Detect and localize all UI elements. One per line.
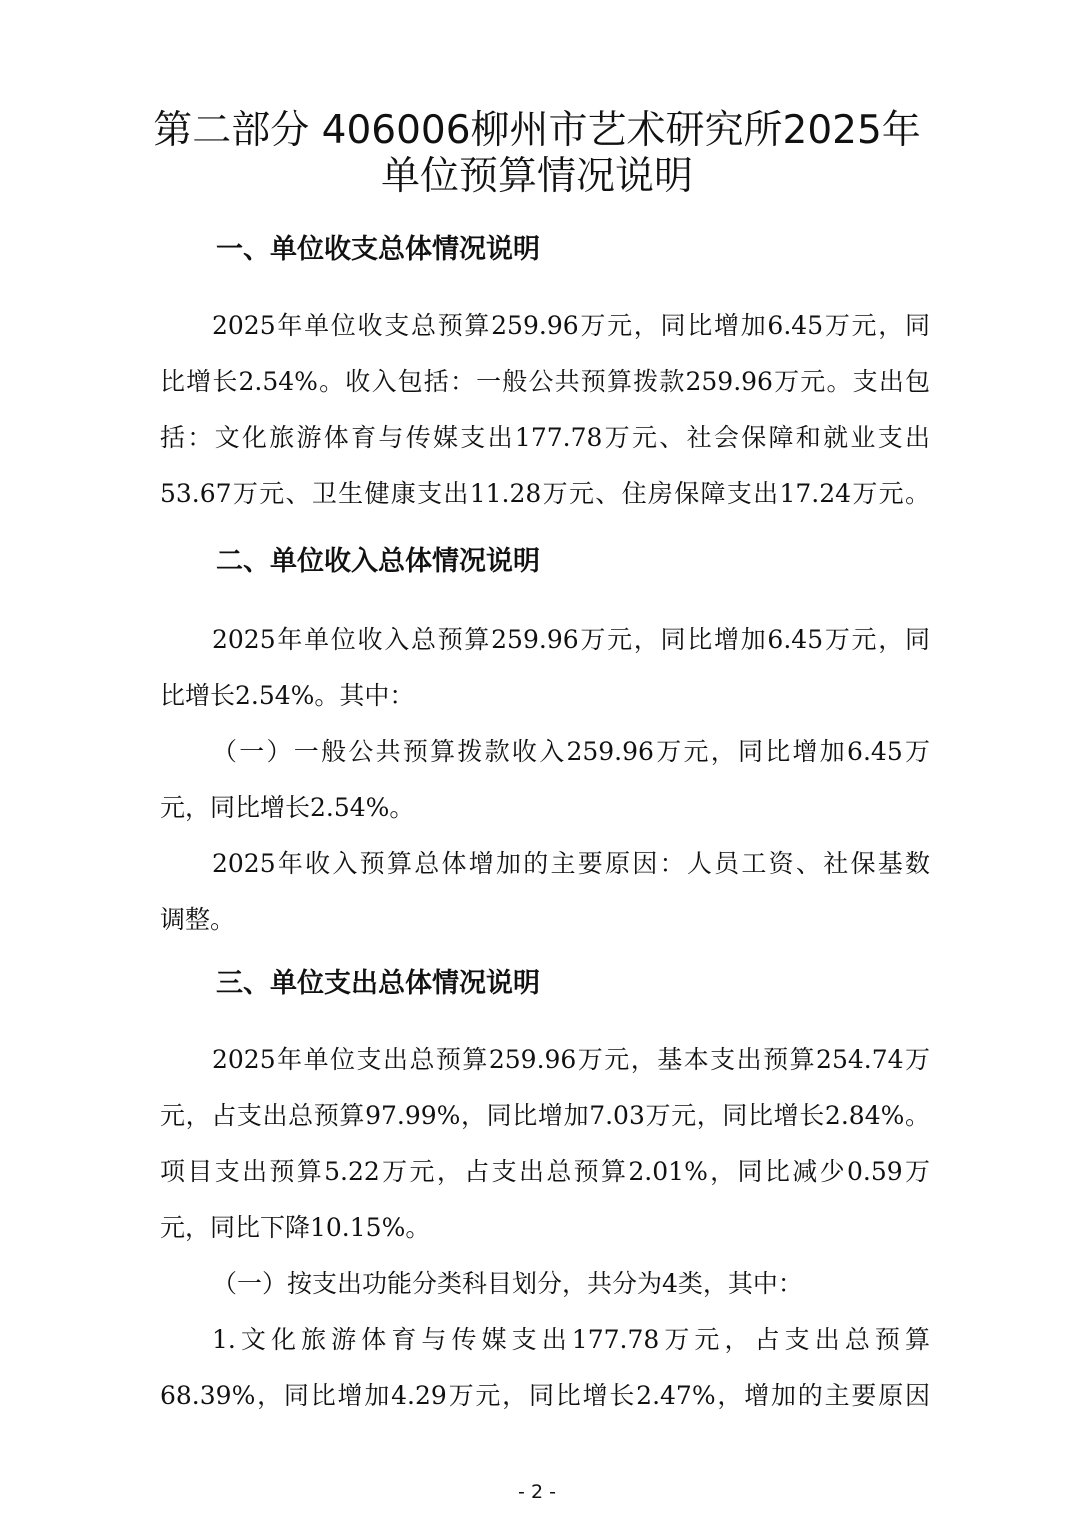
section-heading-1: 一、单位收支总体情况说明 bbox=[216, 234, 540, 265]
text-line: 调整。 bbox=[160, 905, 236, 934]
text-line: 2025年单位支出总预算259.96万元，基本支出预算254.74万 bbox=[212, 1045, 930, 1074]
text-line: 比增长2.54%。收入包括：一般公共预算拨款259.96万元。支出包 bbox=[160, 367, 930, 396]
text-line: 53.67万元、卫生健康支出11.28万元、住房保障支出17.24万元。 bbox=[160, 479, 930, 508]
text-line: 项目支出预算5.22万元，占支出总预算2.01%，同比减少0.59万 bbox=[160, 1157, 930, 1186]
text-line: 元，同比增长2.54%。 bbox=[160, 793, 415, 822]
page-number: - 2 - bbox=[518, 1481, 556, 1503]
text-line: 元，占支出总预算97.99%，同比增加7.03万元，同比增长2.84%。 bbox=[160, 1101, 930, 1130]
document-title-line-1: 第二部分 406006柳州市艺术研究所2025年 bbox=[153, 108, 921, 153]
text-line: 1.文化旅游体育与传媒支出177.78万元，占支出总预算 bbox=[212, 1325, 930, 1354]
text-line: 元，同比下降10.15%。 bbox=[160, 1213, 431, 1242]
text-line: 2025年单位收支总预算259.96万元，同比增加6.45万元，同 bbox=[212, 311, 930, 340]
document-title-line-2: 单位预算情况说明 bbox=[380, 154, 693, 199]
text-line: 68.39%，同比增加4.29万元，同比增长2.47%，增加的主要原因 bbox=[160, 1381, 930, 1410]
section-3-paragraph bbox=[160, 1032, 930, 1424]
text-line: 2025年单位收入总预算259.96万元，同比增加6.45万元，同 bbox=[212, 625, 930, 654]
text-line: 比增长2.54%。其中： bbox=[160, 681, 415, 710]
section-1-paragraph bbox=[160, 298, 930, 522]
text-line: （一）一般公共预算拨款收入259.96万元，同比增加6.45万 bbox=[212, 737, 930, 766]
section-2-paragraph bbox=[160, 612, 930, 948]
text-line: （一）按支出功能分类科目划分，共分为4类，其中： bbox=[212, 1269, 803, 1298]
text-line: 括：文化旅游体育与传媒支出177.78万元、社会保障和就业支出 bbox=[160, 423, 930, 452]
text-line: 2025年收入预算总体增加的主要原因：人员工资、社保基数 bbox=[212, 849, 930, 878]
section-heading-3: 三、单位支出总体情况说明 bbox=[216, 968, 540, 999]
section-heading-2: 二、单位收入总体情况说明 bbox=[216, 546, 540, 577]
